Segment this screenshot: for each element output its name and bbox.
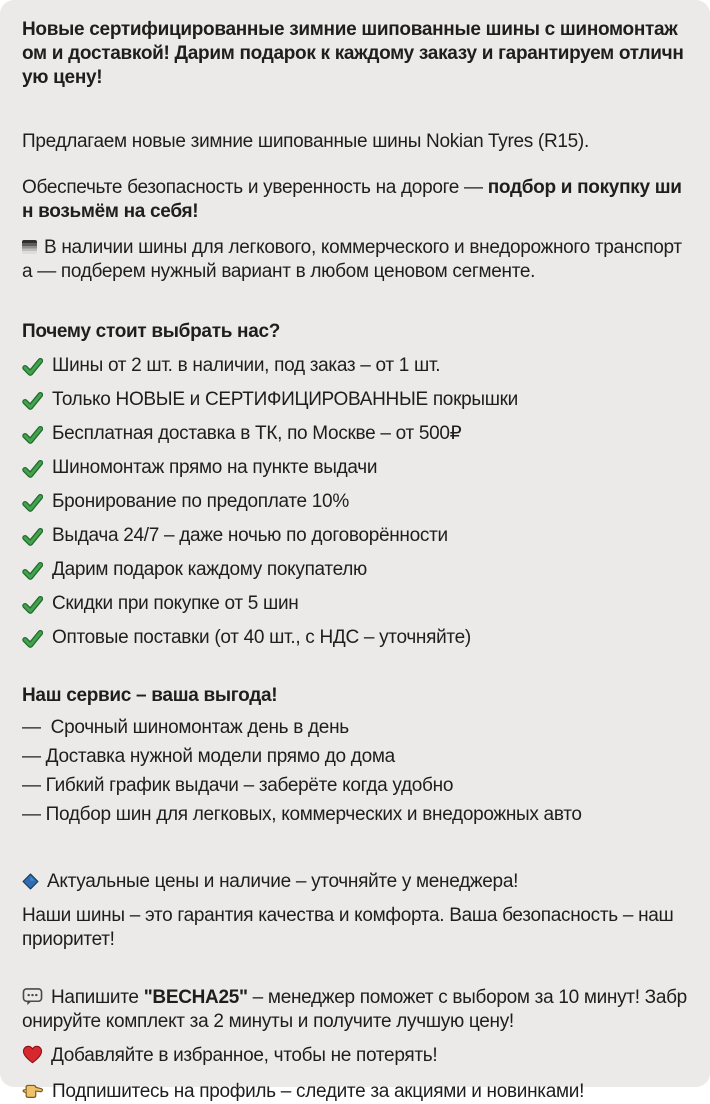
list-item [22,354,688,378]
why-list [22,354,688,650]
list-item: — Доставка нужной модели прямо до дома [22,746,395,767]
offer-text: Предлагаем новые зимние шипованные шины Nokian Tyres (R15). [22,131,589,152]
list-item-label: Оптовые поставки (от 40 шт., с НДС – уточняйте) [52,627,471,648]
check-icon [22,492,43,513]
stock-text-body: В наличии шины для легкового, коммерческого и внедорожного транспорта — подберем нужный вариант в любом ценовом сегменте. [22,237,682,282]
list-item [22,456,688,480]
quality-note: Наши шины – это гарантия качества и комфорта. Ваша безопасность – наш приоритет! [22,905,679,950]
check-icon [22,560,43,581]
check-icon [22,594,43,615]
list-item: — Срочный шиномонтаж день в день [22,717,349,738]
list-item [22,422,688,446]
cta-subscribe [22,1080,688,1104]
cta-write [22,986,688,1034]
page-title: Новые сертифицированные зимние шипованные шины с шиномонтажом и доставкой! Дарим подарок к каждому заказу и гарантируем отличную цену! [22,19,684,88]
promo-code: "ВЕСНА25" [143,987,248,1008]
service-list [22,716,688,827]
cta-favorite [22,1044,688,1068]
list-item-label: Дарим подарок каждому покупателю [52,559,367,580]
list-item [22,388,688,412]
check-icon [22,356,43,377]
cta-favorite-text: Добавляйте в избранное, чтобы не потерять! [51,1045,438,1066]
check-icon [22,628,43,649]
safety-text-normal: Обеспечьте безопасность и уверенность на дороге — [22,177,488,198]
list-item-label: Только НОВЫЕ и СЕРТИФИЦИРОВАННЫЕ покрышки [52,389,518,410]
list-item [22,524,688,548]
list-item [22,558,688,582]
cta-write-prefix: Напишите [51,987,144,1008]
list-item: — Гибкий график выдачи – заберёте когда удобно [22,775,454,796]
list-item [22,592,688,616]
check-icon [22,458,43,479]
diamond-icon [22,873,39,890]
list-item [22,490,688,514]
service-heading: Наш сервис – ваша выгода! [22,685,278,706]
list-item [22,626,688,650]
point-right-icon [22,1081,44,1100]
why-heading: Почему стоит выбрать нас? [22,321,281,342]
safety-text-bold: подбор и покупку шин возьмём на себя! [22,177,682,222]
prices-note-text: Актуальные цены и наличие – уточняйте у менеджера! [47,871,519,892]
cta-write-suffix: – менеджер поможет с выбором за 10 минут! Забронируйте комплект за 2 минуты и получите лучшую цену! [22,987,687,1032]
stock-text [22,236,688,284]
check-icon [22,424,43,445]
list-item-label: Шины от 2 шт. в наличии, под заказ – от 1 шт. [52,355,441,376]
safety-text [22,176,688,224]
list-item-label: Выдача 24/7 – даже ночью по договорённости [52,525,448,546]
list-item-label: Шиномонтаж прямо на пункте выдачи [52,457,378,478]
speech-bubble-icon [22,987,43,1006]
books-icon [22,240,37,254]
list-item-label: Бесплатная доставка в ТК, по Москве – от 500₽ [52,423,462,444]
list-item-label: Скидки при покупке от 5 шин [52,593,299,614]
check-icon [22,390,43,411]
check-icon [22,526,43,547]
list-item: — Подбор шин для легковых, коммерческих и внедорожных авто [22,804,582,825]
cta-subscribe-text: Подпишитесь на профиль – следите за акциями и новинками! [52,1081,585,1102]
list-item-label: Бронирование по предоплате 10% [52,491,349,512]
prices-note [22,870,688,894]
heart-icon [22,1045,43,1064]
